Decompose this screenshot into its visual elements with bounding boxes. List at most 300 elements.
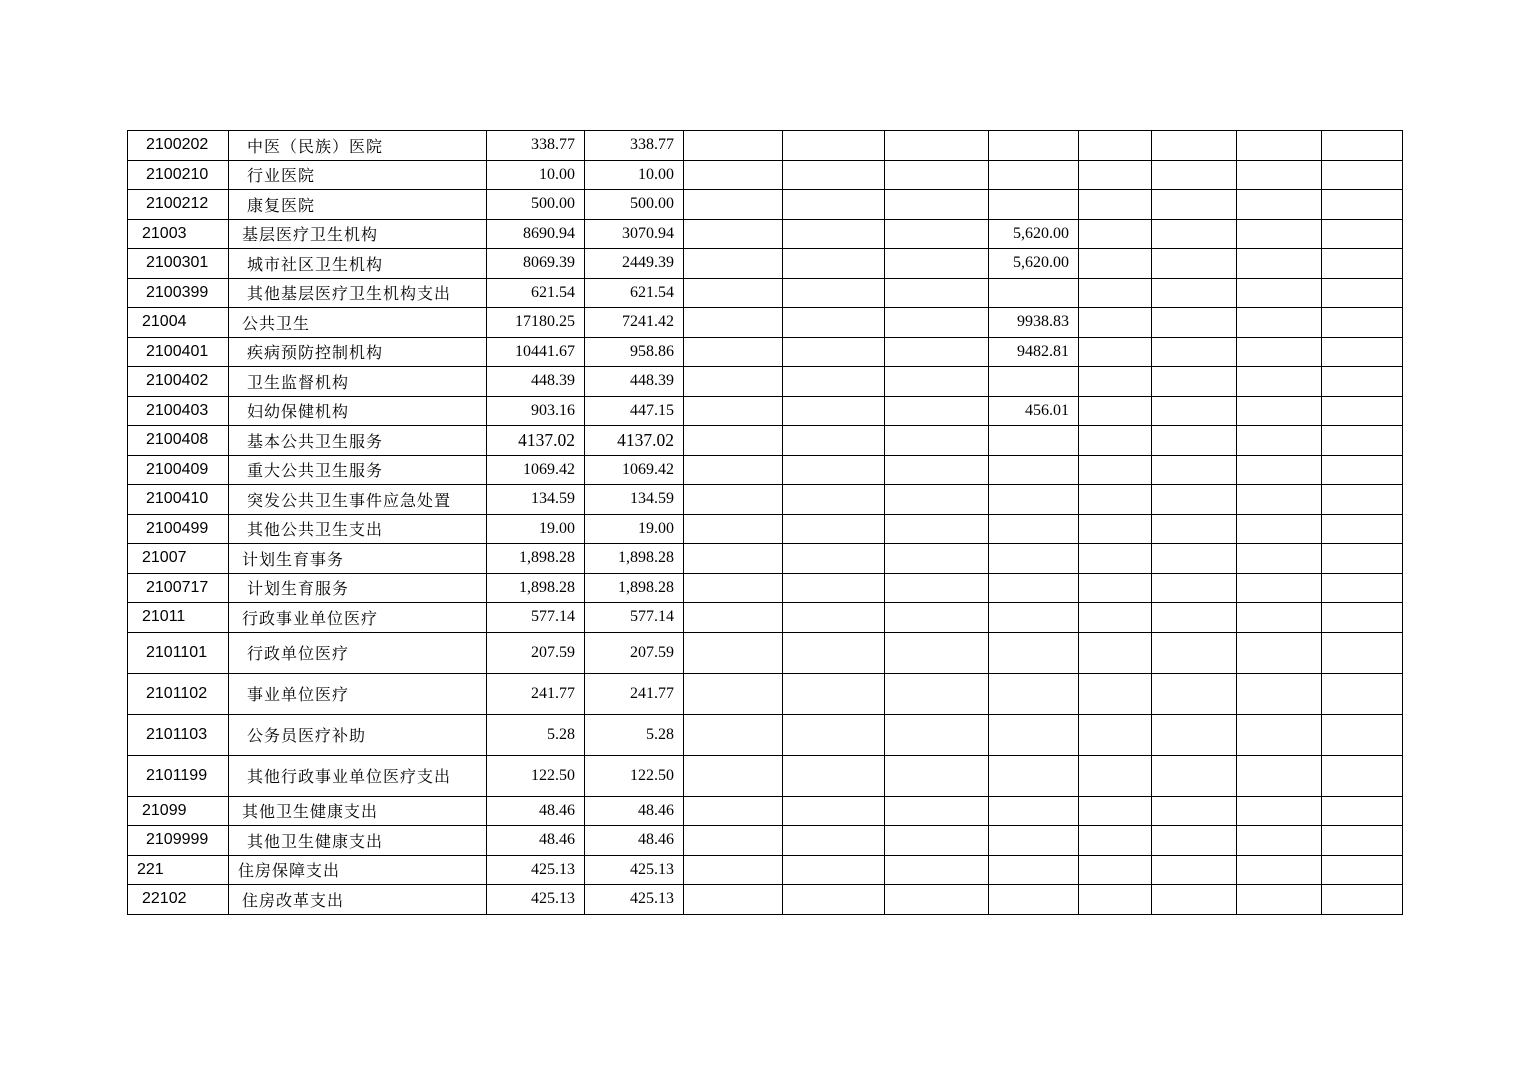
name-cell: 公务员医疗补助	[229, 714, 487, 755]
empty-cell	[684, 755, 783, 796]
table-row	[128, 337, 1403, 367]
empty-cell	[1237, 714, 1322, 755]
total-cell: 8690.94	[487, 219, 585, 249]
table-row	[128, 544, 1403, 574]
project-cell	[989, 755, 1079, 796]
empty-cell	[885, 632, 989, 673]
empty-cell	[1079, 249, 1152, 279]
empty-cell	[1152, 426, 1237, 456]
code-cell: 2100212	[128, 190, 229, 220]
empty-cell	[1322, 755, 1403, 796]
empty-cell	[1322, 367, 1403, 397]
empty-cell	[684, 396, 783, 426]
total-cell: 621.54	[487, 278, 585, 308]
empty-cell	[1079, 278, 1152, 308]
basic-cell: 1,898.28	[585, 544, 684, 574]
table-row	[128, 190, 1403, 220]
project-cell: 5,620.00	[989, 249, 1079, 279]
total-cell: 1,898.28	[487, 573, 585, 603]
empty-cell	[684, 603, 783, 633]
empty-cell	[1152, 190, 1237, 220]
table-row	[128, 514, 1403, 544]
basic-cell: 958.86	[585, 337, 684, 367]
empty-cell	[1237, 573, 1322, 603]
empty-cell	[1152, 514, 1237, 544]
empty-cell	[684, 131, 783, 161]
total-cell: 134.59	[487, 485, 585, 515]
empty-cell	[1237, 249, 1322, 279]
project-cell	[989, 190, 1079, 220]
empty-cell	[783, 485, 885, 515]
empty-cell	[1079, 714, 1152, 755]
empty-cell	[1079, 826, 1152, 856]
table-row	[128, 485, 1403, 515]
basic-cell: 448.39	[585, 367, 684, 397]
empty-cell	[1322, 826, 1403, 856]
code-cell: 21003	[128, 219, 229, 249]
empty-cell	[684, 796, 783, 826]
empty-cell	[684, 278, 783, 308]
empty-cell	[885, 367, 989, 397]
empty-cell	[885, 485, 989, 515]
empty-cell	[684, 632, 783, 673]
name-cell: 妇幼保健机构	[229, 396, 487, 426]
total-cell: 19.00	[487, 514, 585, 544]
empty-cell	[1237, 426, 1322, 456]
empty-cell	[885, 826, 989, 856]
total-cell: 122.50	[487, 755, 585, 796]
table-row	[128, 396, 1403, 426]
empty-cell	[1079, 455, 1152, 485]
project-cell	[989, 855, 1079, 885]
empty-cell	[783, 367, 885, 397]
project-cell	[989, 714, 1079, 755]
table-row	[128, 249, 1403, 279]
empty-cell	[885, 337, 989, 367]
empty-cell	[885, 573, 989, 603]
total-cell: 241.77	[487, 673, 585, 714]
empty-cell	[783, 603, 885, 633]
empty-cell	[1152, 396, 1237, 426]
empty-cell	[1322, 455, 1403, 485]
name-cell: 计划生育事务	[229, 544, 487, 574]
empty-cell	[1079, 160, 1152, 190]
code-cell: 2101102	[128, 673, 229, 714]
name-cell: 公共卫生	[229, 308, 487, 338]
code-cell: 2100499	[128, 514, 229, 544]
project-cell	[989, 160, 1079, 190]
basic-cell: 5.28	[585, 714, 684, 755]
project-cell	[989, 514, 1079, 544]
code-cell: 2100210	[128, 160, 229, 190]
table-row	[128, 455, 1403, 485]
empty-cell	[1079, 219, 1152, 249]
total-cell: 207.59	[487, 632, 585, 673]
project-cell	[989, 426, 1079, 456]
name-cell: 其他公共卫生支出	[229, 514, 487, 544]
empty-cell	[1237, 219, 1322, 249]
empty-cell	[684, 455, 783, 485]
basic-cell: 447.15	[585, 396, 684, 426]
empty-cell	[684, 308, 783, 338]
empty-cell	[1152, 632, 1237, 673]
name-cell: 城市社区卫生机构	[229, 249, 487, 279]
empty-cell	[1152, 673, 1237, 714]
empty-cell	[1237, 190, 1322, 220]
empty-cell	[1079, 367, 1152, 397]
empty-cell	[1237, 131, 1322, 161]
basic-cell: 10.00	[585, 160, 684, 190]
empty-cell	[783, 714, 885, 755]
empty-cell	[1079, 190, 1152, 220]
empty-cell	[1152, 826, 1237, 856]
basic-cell: 241.77	[585, 673, 684, 714]
table-row	[128, 573, 1403, 603]
empty-cell	[1322, 514, 1403, 544]
total-cell: 903.16	[487, 396, 585, 426]
basic-cell: 338.77	[585, 131, 684, 161]
name-cell: 其他卫生健康支出	[229, 826, 487, 856]
empty-cell	[885, 755, 989, 796]
empty-cell	[1079, 337, 1152, 367]
empty-cell	[783, 855, 885, 885]
empty-cell	[885, 714, 989, 755]
basic-cell: 3070.94	[585, 219, 684, 249]
empty-cell	[1237, 855, 1322, 885]
empty-cell	[684, 190, 783, 220]
empty-cell	[1152, 755, 1237, 796]
empty-cell	[1152, 249, 1237, 279]
total-cell: 48.46	[487, 826, 585, 856]
empty-cell	[1152, 603, 1237, 633]
empty-cell	[1322, 219, 1403, 249]
code-cell: 21099	[128, 796, 229, 826]
empty-cell	[1322, 855, 1403, 885]
code-cell: 21007	[128, 544, 229, 574]
table-row	[128, 367, 1403, 397]
empty-cell	[783, 278, 885, 308]
empty-cell	[1322, 337, 1403, 367]
total-cell: 48.46	[487, 796, 585, 826]
empty-cell	[885, 219, 989, 249]
empty-cell	[1237, 308, 1322, 338]
project-cell	[989, 278, 1079, 308]
project-cell	[989, 573, 1079, 603]
name-cell: 突发公共卫生事件应急处置	[229, 485, 487, 515]
code-cell: 2101103	[128, 714, 229, 755]
empty-cell	[1237, 278, 1322, 308]
table-body	[128, 131, 1403, 915]
project-cell: 9938.83	[989, 308, 1079, 338]
total-cell: 1,898.28	[487, 544, 585, 574]
empty-cell	[1079, 396, 1152, 426]
name-cell: 计划生育服务	[229, 573, 487, 603]
empty-cell	[684, 544, 783, 574]
project-cell	[989, 826, 1079, 856]
empty-cell	[783, 885, 885, 915]
total-cell: 448.39	[487, 367, 585, 397]
empty-cell	[885, 514, 989, 544]
total-cell: 425.13	[487, 855, 585, 885]
empty-cell	[1237, 603, 1322, 633]
empty-cell	[885, 160, 989, 190]
table-row	[128, 855, 1403, 885]
empty-cell	[885, 278, 989, 308]
basic-cell: 48.46	[585, 826, 684, 856]
budget-table	[127, 130, 1403, 915]
table-row	[128, 714, 1403, 755]
empty-cell	[1079, 544, 1152, 574]
code-cell: 2100403	[128, 396, 229, 426]
empty-cell	[783, 632, 885, 673]
empty-cell	[783, 573, 885, 603]
project-cell	[989, 603, 1079, 633]
empty-cell	[1237, 485, 1322, 515]
code-cell: 22102	[128, 885, 229, 915]
empty-cell	[1322, 426, 1403, 456]
basic-cell: 1,898.28	[585, 573, 684, 603]
total-cell: 17180.25	[487, 308, 585, 338]
empty-cell	[885, 396, 989, 426]
basic-cell: 48.46	[585, 796, 684, 826]
empty-cell	[1237, 396, 1322, 426]
empty-cell	[684, 337, 783, 367]
empty-cell	[1237, 367, 1322, 397]
table-row	[128, 885, 1403, 915]
empty-cell	[1237, 885, 1322, 915]
total-cell: 8069.39	[487, 249, 585, 279]
basic-cell: 134.59	[585, 485, 684, 515]
table-row	[128, 673, 1403, 714]
code-cell: 2100402	[128, 367, 229, 397]
table-row	[128, 603, 1403, 633]
total-cell: 10441.67	[487, 337, 585, 367]
empty-cell	[684, 514, 783, 544]
empty-cell	[1079, 426, 1152, 456]
empty-cell	[885, 885, 989, 915]
empty-cell	[1152, 337, 1237, 367]
empty-cell	[1322, 673, 1403, 714]
empty-cell	[783, 396, 885, 426]
empty-cell	[783, 337, 885, 367]
total-cell: 577.14	[487, 603, 585, 633]
empty-cell	[1322, 796, 1403, 826]
empty-cell	[684, 367, 783, 397]
empty-cell	[1152, 308, 1237, 338]
total-cell: 10.00	[487, 160, 585, 190]
empty-cell	[783, 190, 885, 220]
name-cell: 事业单位医疗	[229, 673, 487, 714]
code-cell: 2100717	[128, 573, 229, 603]
empty-cell	[1237, 632, 1322, 673]
empty-cell	[684, 160, 783, 190]
empty-cell	[1322, 485, 1403, 515]
empty-cell	[684, 885, 783, 915]
empty-cell	[1079, 755, 1152, 796]
total-cell: 338.77	[487, 131, 585, 161]
empty-cell	[684, 673, 783, 714]
basic-cell: 7241.42	[585, 308, 684, 338]
empty-cell	[1152, 160, 1237, 190]
empty-cell	[783, 755, 885, 796]
project-cell	[989, 885, 1079, 915]
basic-cell: 19.00	[585, 514, 684, 544]
empty-cell	[1079, 603, 1152, 633]
total-cell: 425.13	[487, 885, 585, 915]
empty-cell	[684, 249, 783, 279]
empty-cell	[783, 826, 885, 856]
table-row	[128, 632, 1403, 673]
table-row	[128, 426, 1403, 456]
name-cell: 基层医疗卫生机构	[229, 219, 487, 249]
empty-cell	[1237, 673, 1322, 714]
code-cell: 2100202	[128, 131, 229, 161]
empty-cell	[885, 426, 989, 456]
empty-cell	[783, 308, 885, 338]
empty-cell	[1079, 514, 1152, 544]
name-cell: 康复医院	[229, 190, 487, 220]
empty-cell	[1079, 131, 1152, 161]
empty-cell	[684, 714, 783, 755]
empty-cell	[885, 131, 989, 161]
name-cell: 其他行政事业单位医疗支出	[229, 755, 487, 796]
basic-cell: 207.59	[585, 632, 684, 673]
empty-cell	[1237, 455, 1322, 485]
name-cell: 中医（民族）医院	[229, 131, 487, 161]
code-cell: 221	[128, 855, 229, 885]
name-cell: 疾病预防控制机构	[229, 337, 487, 367]
empty-cell	[885, 673, 989, 714]
empty-cell	[885, 308, 989, 338]
empty-cell	[684, 573, 783, 603]
empty-cell	[1322, 249, 1403, 279]
empty-cell	[783, 426, 885, 456]
empty-cell	[1152, 885, 1237, 915]
empty-cell	[684, 426, 783, 456]
project-cell: 5,620.00	[989, 219, 1079, 249]
code-cell: 2109999	[128, 826, 229, 856]
basic-cell: 122.50	[585, 755, 684, 796]
empty-cell	[783, 455, 885, 485]
total-cell: 4137.02	[487, 426, 585, 456]
empty-cell	[783, 544, 885, 574]
project-cell: 456.01	[989, 396, 1079, 426]
code-cell: 2100401	[128, 337, 229, 367]
empty-cell	[1079, 573, 1152, 603]
empty-cell	[783, 514, 885, 544]
basic-cell: 577.14	[585, 603, 684, 633]
code-cell: 2100409	[128, 455, 229, 485]
empty-cell	[1152, 796, 1237, 826]
empty-cell	[1152, 573, 1237, 603]
code-cell: 2100410	[128, 485, 229, 515]
empty-cell	[1152, 278, 1237, 308]
empty-cell	[1322, 885, 1403, 915]
empty-cell	[885, 190, 989, 220]
project-cell	[989, 632, 1079, 673]
code-cell: 2101101	[128, 632, 229, 673]
project-cell	[989, 544, 1079, 574]
empty-cell	[783, 249, 885, 279]
empty-cell	[1322, 308, 1403, 338]
empty-cell	[1237, 755, 1322, 796]
empty-cell	[783, 796, 885, 826]
total-cell: 500.00	[487, 190, 585, 220]
empty-cell	[783, 131, 885, 161]
empty-cell	[1152, 131, 1237, 161]
empty-cell	[1079, 632, 1152, 673]
empty-cell	[1152, 367, 1237, 397]
project-cell	[989, 673, 1079, 714]
empty-cell	[783, 160, 885, 190]
empty-cell	[1237, 796, 1322, 826]
empty-cell	[1152, 485, 1237, 515]
empty-cell	[684, 219, 783, 249]
empty-cell	[885, 603, 989, 633]
empty-cell	[1322, 278, 1403, 308]
empty-cell	[1079, 485, 1152, 515]
empty-cell	[684, 855, 783, 885]
basic-cell: 425.13	[585, 855, 684, 885]
basic-cell: 4137.02	[585, 426, 684, 456]
project-cell	[989, 455, 1079, 485]
empty-cell	[1322, 603, 1403, 633]
project-cell	[989, 131, 1079, 161]
empty-cell	[1152, 219, 1237, 249]
name-cell: 卫生监督机构	[229, 367, 487, 397]
empty-cell	[1079, 796, 1152, 826]
project-cell	[989, 367, 1079, 397]
table-row	[128, 755, 1403, 796]
empty-cell	[1322, 160, 1403, 190]
name-cell: 住房保障支出	[229, 855, 487, 885]
code-cell: 2100399	[128, 278, 229, 308]
empty-cell	[1152, 544, 1237, 574]
empty-cell	[1079, 885, 1152, 915]
table-row	[128, 826, 1403, 856]
empty-cell	[1237, 826, 1322, 856]
empty-cell	[1152, 714, 1237, 755]
empty-cell	[885, 249, 989, 279]
basic-cell: 500.00	[585, 190, 684, 220]
empty-cell	[1152, 455, 1237, 485]
basic-cell: 2449.39	[585, 249, 684, 279]
name-cell: 行业医院	[229, 160, 487, 190]
empty-cell	[1237, 337, 1322, 367]
name-cell: 其他基层医疗卫生机构支出	[229, 278, 487, 308]
total-cell: 5.28	[487, 714, 585, 755]
empty-cell	[1237, 514, 1322, 544]
name-cell: 住房改革支出	[229, 885, 487, 915]
empty-cell	[1322, 131, 1403, 161]
code-cell: 21004	[128, 308, 229, 338]
empty-cell	[1237, 544, 1322, 574]
name-cell: 其他卫生健康支出	[229, 796, 487, 826]
empty-cell	[1322, 190, 1403, 220]
empty-cell	[1079, 308, 1152, 338]
name-cell: 行政事业单位医疗	[229, 603, 487, 633]
empty-cell	[885, 544, 989, 574]
empty-cell	[1237, 160, 1322, 190]
empty-cell	[885, 796, 989, 826]
table-row	[128, 131, 1403, 161]
project-cell	[989, 485, 1079, 515]
name-cell: 行政单位医疗	[229, 632, 487, 673]
code-cell: 2100408	[128, 426, 229, 456]
empty-cell	[783, 673, 885, 714]
empty-cell	[1322, 544, 1403, 574]
table-row	[128, 278, 1403, 308]
